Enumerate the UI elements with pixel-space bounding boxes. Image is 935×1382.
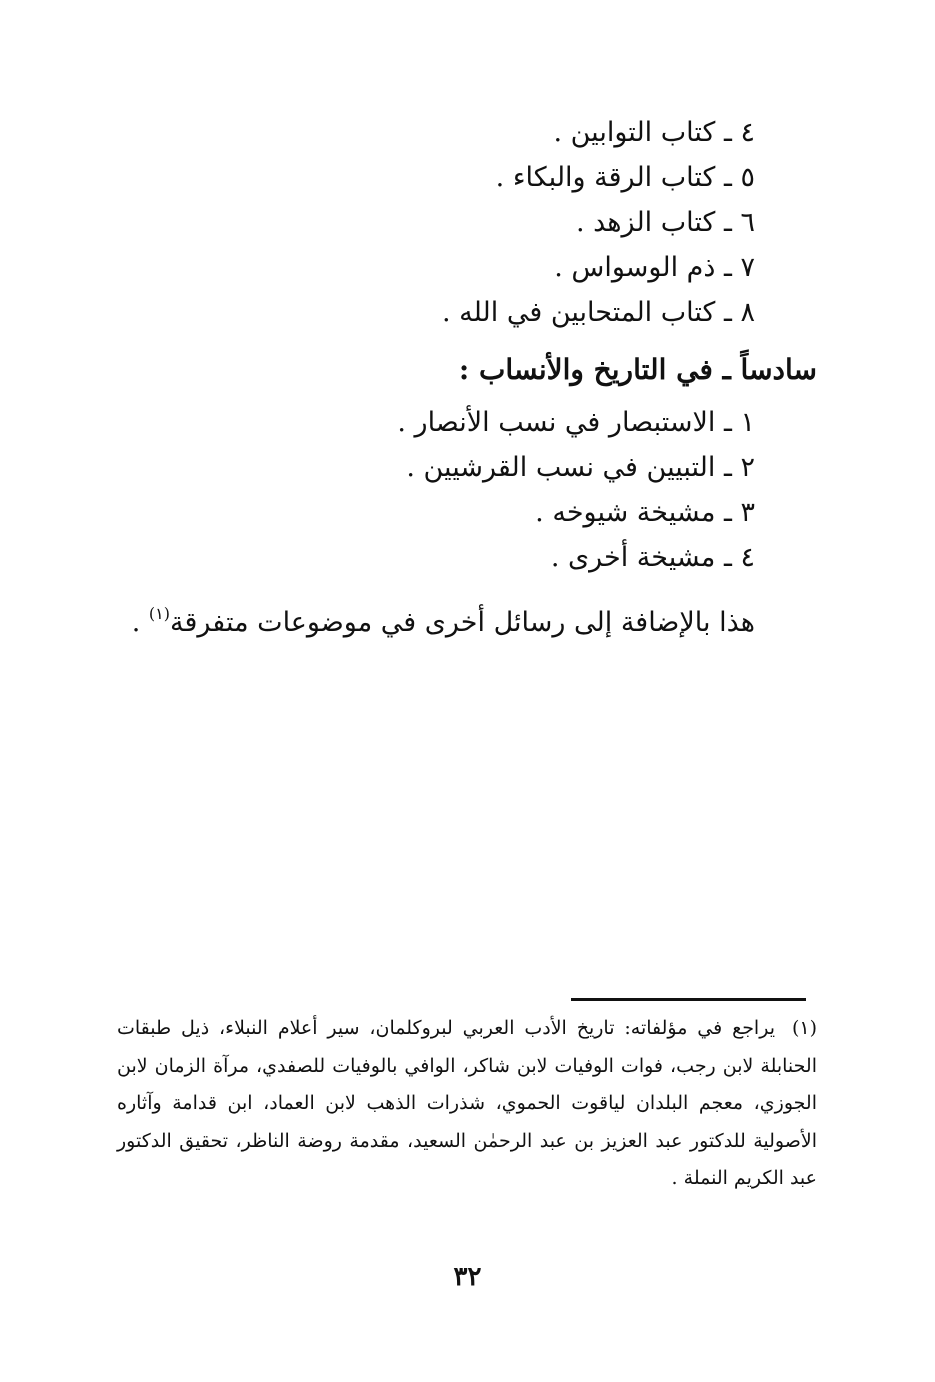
list-item-book-7: ٧ ـ ذم الوسواس .: [554, 252, 755, 283]
closing-paragraph: [132, 596, 755, 641]
list-item-history-1: ١ ـ الاستبصار في نسب الأنصار .: [397, 407, 755, 438]
list-item-book-6: ٦ ـ كتاب الزهد .: [575, 207, 755, 238]
list-item-book-8: ٨ ـ كتاب المتحابين في الله .: [441, 297, 755, 328]
footnote-text: يراجع في مؤلفاته: تاريخ الأدب العربي لبروكلمان، سير أعلام النبلاء، ذيل طبقات الحنابلة لابن رجب، فوات الوفيات لابن شاكر، الوافي بالوفيات للصفدي، مرآة الزمان لابن الجوزي، معجم البلدان لياقوت الحموي، شذرات الذهب لابن العماد، ابن قدامة وآثاره الأصولية للدكتور عبد العزيز بن عبد الرحمٰن السعيد، مقدمة روضة الناظر، تحقيق الدكتور عبد الكريم النملة .: [117, 1017, 817, 1189]
list-item-history-2: ٢ ـ التبيين في نسب القرشيين .: [406, 452, 755, 483]
footnote: [117, 1010, 817, 1198]
section-heading: سادساً ـ في التاريخ والأنساب :: [458, 353, 817, 386]
closing-text: هذا بالإضافة إلى رسائل أخرى في موضوعات متفرقة: [170, 607, 755, 638]
list-item-book-4: ٤ ـ كتاب التوابين .: [553, 117, 755, 148]
footnote-reference: (١): [148, 604, 171, 623]
page-number: ٣٢: [453, 1262, 482, 1292]
closing-end: .: [131, 607, 149, 638]
list-item-book-5: ٥ ـ كتاب الرقة والبكاء .: [495, 162, 755, 193]
list-item-history-4: ٤ ـ مشيخة أخرى .: [550, 542, 755, 573]
list-item-history-3: ٣ ـ مشيخة شيوخه .: [535, 497, 755, 528]
footnote-marker: (١): [791, 1017, 817, 1039]
footnote-separator: [571, 998, 806, 1001]
